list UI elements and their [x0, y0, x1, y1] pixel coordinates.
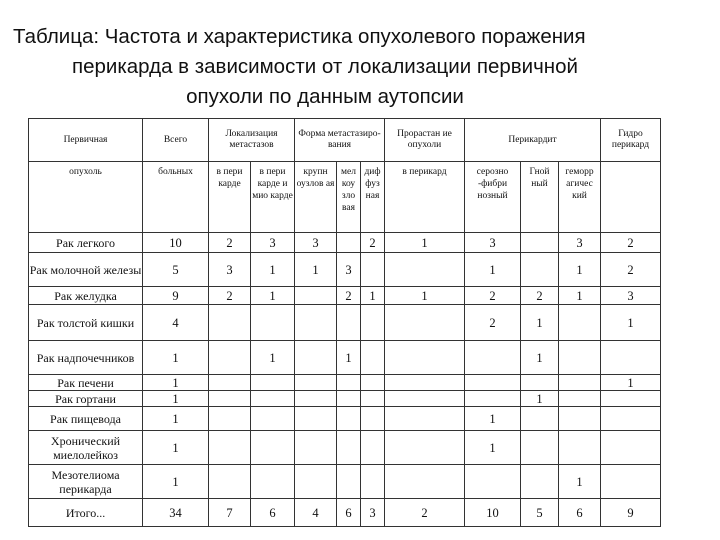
- table-row: [29, 287, 661, 305]
- sub-large-nodular: крупн оузлов ая: [295, 162, 337, 233]
- table-cell: [251, 375, 295, 391]
- table-cell: [209, 407, 251, 431]
- table-cell: [295, 341, 337, 375]
- table-cell: 2: [209, 287, 251, 305]
- table-row: [29, 499, 661, 527]
- table-cell: 1: [465, 407, 521, 431]
- table-cell: [385, 465, 465, 499]
- table-cell: 2: [465, 287, 521, 305]
- row-label: Рак легкого: [29, 233, 143, 253]
- table-row: [29, 431, 661, 465]
- table-cell: 2: [601, 233, 661, 253]
- table-cell: 5: [521, 499, 559, 527]
- row-label: Рак желудка: [29, 287, 143, 305]
- header-row-2: [29, 162, 661, 233]
- table-cell: 1: [251, 341, 295, 375]
- table-cell: [385, 407, 465, 431]
- table-cell: 4: [295, 499, 337, 527]
- table-cell: [209, 391, 251, 407]
- table-cell: 5: [143, 253, 209, 287]
- sub-diffuse: диф фуз ная: [361, 162, 385, 233]
- row-label: Мезотелиома перикарда: [29, 465, 143, 499]
- table-cell: [385, 253, 465, 287]
- table-row: [29, 465, 661, 499]
- table-cell: 2: [361, 233, 385, 253]
- table-cell: [559, 407, 601, 431]
- table-cell: 1: [295, 253, 337, 287]
- table-cell: 1: [521, 341, 559, 375]
- table-cell: [337, 233, 361, 253]
- row-label: Итого...: [29, 499, 143, 527]
- table-cell: [601, 391, 661, 407]
- table-cell: [337, 407, 361, 431]
- table-cell: [521, 253, 559, 287]
- table-cell: 6: [559, 499, 601, 527]
- table-cell: [361, 391, 385, 407]
- table-row: [29, 253, 661, 287]
- header-form: Форма метастазиро-вания: [295, 119, 385, 162]
- table-cell: [295, 305, 337, 341]
- table-cell: 1: [559, 287, 601, 305]
- header-hydro: Гидро перикард: [601, 119, 661, 162]
- table-cell: [295, 391, 337, 407]
- table-row: [29, 391, 661, 407]
- table-cell: 2: [465, 305, 521, 341]
- table-cell: 1: [559, 465, 601, 499]
- table-cell: 1: [143, 375, 209, 391]
- title-line-2: перикарда в зависимости от локализации первичной: [72, 55, 578, 78]
- row-label: Рак гортани: [29, 391, 143, 407]
- table-cell: 1: [559, 253, 601, 287]
- table-cell: [361, 305, 385, 341]
- table-row: [29, 407, 661, 431]
- sub-purulent: Гной ный: [521, 162, 559, 233]
- table-cell: 1: [385, 287, 465, 305]
- table-cell: [385, 375, 465, 391]
- table-row: [29, 233, 661, 253]
- table-cell: [559, 341, 601, 375]
- table-cell: [295, 375, 337, 391]
- table-cell: [209, 305, 251, 341]
- table-cell: [361, 431, 385, 465]
- table-cell: 3: [295, 233, 337, 253]
- table-cell: 3: [601, 287, 661, 305]
- table-cell: 2: [521, 287, 559, 305]
- table-cell: [251, 465, 295, 499]
- table-cell: [361, 253, 385, 287]
- table-cell: 1: [521, 391, 559, 407]
- sub-small-nodular: мел коу зло вая: [337, 162, 361, 233]
- table-cell: [385, 341, 465, 375]
- table-cell: [337, 391, 361, 407]
- header-primary: Первичная: [29, 119, 143, 162]
- table-cell: 1: [143, 341, 209, 375]
- table-cell: 2: [337, 287, 361, 305]
- table-cell: [361, 375, 385, 391]
- table-cell: 1: [143, 431, 209, 465]
- table-cell: [251, 391, 295, 407]
- table-cell: [361, 465, 385, 499]
- table-cell: 2: [209, 233, 251, 253]
- table-cell: [295, 287, 337, 305]
- table-cell: 4: [143, 305, 209, 341]
- table-cell: [209, 465, 251, 499]
- table-row: [29, 341, 661, 375]
- header-tumor: опухоль: [29, 162, 143, 233]
- table-cell: 1: [251, 287, 295, 305]
- table-cell: 9: [143, 287, 209, 305]
- data-table: [28, 118, 661, 527]
- header-total: Всего: [143, 119, 209, 162]
- table-cell: 3: [361, 499, 385, 527]
- sub-hemorrhagic: геморр агичес кий: [559, 162, 601, 233]
- table-row: [29, 305, 661, 341]
- table-cell: [385, 391, 465, 407]
- title-line-3: опухоли по данным аутопсии: [186, 85, 464, 108]
- table-cell: [337, 375, 361, 391]
- table-cell: 1: [601, 305, 661, 341]
- table-cell: [559, 375, 601, 391]
- table-cell: [251, 431, 295, 465]
- table-cell: [337, 465, 361, 499]
- table-cell: 3: [209, 253, 251, 287]
- table-cell: 7: [209, 499, 251, 527]
- table-cell: 1: [143, 391, 209, 407]
- table-cell: 3: [559, 233, 601, 253]
- table-cell: [521, 407, 559, 431]
- table-cell: 1: [385, 233, 465, 253]
- table-cell: [601, 431, 661, 465]
- table-cell: 2: [385, 499, 465, 527]
- table-cell: [601, 407, 661, 431]
- table-cell: [559, 305, 601, 341]
- table-cell: 3: [465, 233, 521, 253]
- table-cell: [465, 465, 521, 499]
- table-cell: 10: [143, 233, 209, 253]
- table-cell: [521, 465, 559, 499]
- row-label: Рак пищевода: [29, 407, 143, 431]
- table-cell: [337, 305, 361, 341]
- header-localization: Локализация метастазов: [209, 119, 295, 162]
- table-cell: 1: [465, 431, 521, 465]
- table-cell: 6: [251, 499, 295, 527]
- table-cell: [465, 375, 521, 391]
- table-cell: 3: [251, 233, 295, 253]
- table-cell: 3: [337, 253, 361, 287]
- table-cell: [209, 375, 251, 391]
- table-cell: [209, 341, 251, 375]
- sub-pericardium: в пери карде: [209, 162, 251, 233]
- row-label: Рак надпочечников: [29, 341, 143, 375]
- table-cell: 1: [361, 287, 385, 305]
- row-label: Рак толстой кишки: [29, 305, 143, 341]
- table-cell: [385, 305, 465, 341]
- table-cell: [385, 431, 465, 465]
- sub-pericardium-myocardium: в пери карде и мио карде: [251, 162, 295, 233]
- header-pericarditis: Перикардит: [465, 119, 601, 162]
- table-cell: [251, 305, 295, 341]
- table-cell: [521, 431, 559, 465]
- table-cell: [521, 233, 559, 253]
- table-cell: 1: [143, 465, 209, 499]
- header-invasion: Прорастан ие опухоли: [385, 119, 465, 162]
- table-cell: 1: [601, 375, 661, 391]
- table-cell: 34: [143, 499, 209, 527]
- table-cell: [559, 391, 601, 407]
- header-row-1: [29, 119, 661, 162]
- table-cell: [295, 465, 337, 499]
- row-label: Хронический миелолейкоз: [29, 431, 143, 465]
- table-body: [29, 233, 661, 527]
- table-cell: [295, 407, 337, 431]
- table-cell: 1: [251, 253, 295, 287]
- table-cell: [601, 341, 661, 375]
- sub-hydro-empty: [601, 162, 661, 233]
- row-label: Рак печени: [29, 375, 143, 391]
- table-cell: 1: [465, 253, 521, 287]
- table-cell: 6: [337, 499, 361, 527]
- table-cell: [251, 407, 295, 431]
- table-cell: [465, 391, 521, 407]
- sub-serofibrinous: серозно -фибри нозный: [465, 162, 521, 233]
- table-cell: 9: [601, 499, 661, 527]
- table-cell: [465, 341, 521, 375]
- table-cell: 1: [143, 407, 209, 431]
- table-cell: [361, 407, 385, 431]
- row-label: Рак молочной железы: [29, 253, 143, 287]
- table-cell: [559, 431, 601, 465]
- table-cell: 2: [601, 253, 661, 287]
- table-cell: [295, 431, 337, 465]
- table-cell: [337, 431, 361, 465]
- table-cell: [521, 375, 559, 391]
- header-patients: больных: [143, 162, 209, 233]
- table-row: [29, 375, 661, 391]
- table-cell: [209, 431, 251, 465]
- table-cell: [601, 465, 661, 499]
- sub-into-pericardium: в перикард: [385, 162, 465, 233]
- table-cell: 1: [521, 305, 559, 341]
- table-cell: 1: [337, 341, 361, 375]
- table-cell: [361, 341, 385, 375]
- title-line-1: Таблица: Частота и характеристика опухолевого поражения: [13, 25, 586, 48]
- table-cell: 10: [465, 499, 521, 527]
